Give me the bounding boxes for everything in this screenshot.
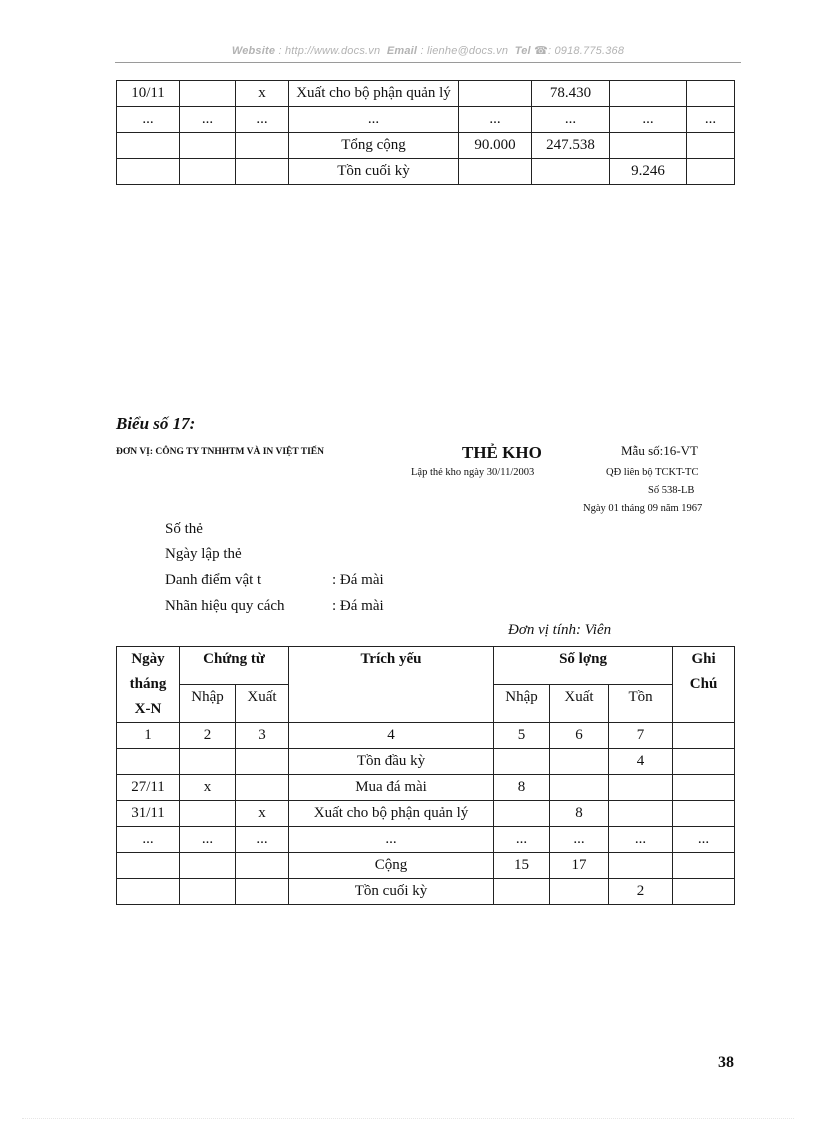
- email-label: Email: [386, 45, 418, 57]
- table-cell: 9.246: [610, 159, 687, 185]
- table-cell: ...: [289, 827, 494, 853]
- table-row: [117, 723, 735, 749]
- table-cell: [459, 159, 532, 185]
- table-cell: ...: [236, 827, 289, 853]
- table-cell: 247.538: [532, 133, 610, 159]
- footer-divider: [22, 1118, 794, 1119]
- form-number: Mẫu số:16-VT: [621, 443, 698, 458]
- table-cell: [494, 879, 550, 905]
- header-voucher: Chứng từ: [180, 647, 289, 685]
- table-cell: Tồn đầu kỳ: [289, 749, 494, 775]
- table-cell: [609, 801, 673, 827]
- page-header: [115, 44, 741, 57]
- table-cell: ...: [609, 827, 673, 853]
- header-qty-in: Nhập: [494, 685, 550, 723]
- table-row: [117, 107, 735, 133]
- table-cell: [609, 853, 673, 879]
- table-cell: 31/11: [117, 801, 180, 827]
- item-code-line: [165, 572, 384, 589]
- table-cell: ...: [117, 107, 180, 133]
- table-cell: [180, 749, 236, 775]
- table-cell: 17: [550, 853, 609, 879]
- table-cell: 7: [609, 723, 673, 749]
- item-code-value: : Đá mài: [332, 572, 384, 588]
- table-cell: [117, 749, 180, 775]
- decision: QĐ liên bộ TCKT-TC: [606, 467, 699, 478]
- table-cell: 5: [494, 723, 550, 749]
- table-cell: [532, 159, 610, 185]
- table-cell: 2: [609, 879, 673, 905]
- table-cell: 15: [494, 853, 550, 879]
- table-cell: [236, 133, 289, 159]
- continuation-table-body: [117, 81, 735, 185]
- table-cell: ...: [550, 827, 609, 853]
- table-cell: [180, 853, 236, 879]
- table-cell: [236, 749, 289, 775]
- table-row: [117, 853, 735, 879]
- tel-label: Tel: [514, 45, 531, 57]
- card-number-line: [165, 521, 203, 538]
- table-cell: [117, 159, 180, 185]
- table-cell: [550, 749, 609, 775]
- table-cell: [673, 879, 735, 905]
- table-cell: [687, 133, 735, 159]
- table-cell: [236, 879, 289, 905]
- table-cell: [673, 775, 735, 801]
- header-note: Ghi Chú: [673, 647, 735, 723]
- table-cell: 1: [117, 723, 180, 749]
- header-divider: [115, 62, 741, 63]
- table-cell: [610, 133, 687, 159]
- unit-of-measure: Đơn vị tính: Viên: [508, 622, 612, 638]
- table-cell: 3: [236, 723, 289, 749]
- table-cell: [687, 81, 735, 107]
- table-row: [117, 81, 735, 107]
- table-cell: [494, 801, 550, 827]
- header-description: Trích yếu: [289, 647, 494, 723]
- table-cell: [673, 749, 735, 775]
- spec-line: [165, 598, 384, 615]
- website-value[interactable]: : http://www.docs.vn: [278, 45, 381, 57]
- created-date-line: [165, 546, 242, 563]
- table-cell: 4: [289, 723, 494, 749]
- table-cell: [117, 879, 180, 905]
- decision-number: Số 538-LB: [648, 485, 695, 496]
- table-cell: 2: [180, 723, 236, 749]
- table-cell: 90.000: [459, 133, 532, 159]
- created-date-label: Ngày lập thẻ: [165, 546, 242, 562]
- table-cell: [180, 159, 236, 185]
- stock-card-table-body: [117, 723, 735, 905]
- table-row: [117, 879, 735, 905]
- form-title: Biểu số 17:: [116, 414, 196, 433]
- table-cell: ...: [180, 827, 236, 853]
- table-cell: [180, 133, 236, 159]
- item-code-label: Danh điểm vật t: [165, 572, 262, 588]
- table-cell: ...: [117, 827, 180, 853]
- table-cell: [117, 853, 180, 879]
- table-cell: Cộng: [289, 853, 494, 879]
- header-qty-out: Xuất: [550, 685, 609, 723]
- table-cell: [117, 133, 180, 159]
- header-qty-balance: Tồn: [609, 685, 673, 723]
- company-unit: ĐƠN VỊ: CÔNG TY TNHHTM VÀ IN VIỆT TIẾN: [116, 447, 324, 457]
- table-cell: 27/11: [117, 775, 180, 801]
- table-cell: x: [180, 775, 236, 801]
- table-cell: [236, 853, 289, 879]
- table-cell: [180, 879, 236, 905]
- table-cell: [673, 853, 735, 879]
- table-cell: Xuất cho bộ phận quản lý: [289, 801, 494, 827]
- table-cell: ...: [610, 107, 687, 133]
- table-row: [117, 159, 735, 185]
- email-value[interactable]: : lienhe@docs.vn: [420, 45, 509, 57]
- website-label: Website: [231, 45, 276, 57]
- phone-icon: ☎: [534, 45, 548, 57]
- table-cell: [459, 81, 532, 107]
- table-cell: [180, 81, 236, 107]
- table-cell: ...: [236, 107, 289, 133]
- table-cell: Mua đá mài: [289, 775, 494, 801]
- table-cell: ...: [687, 107, 735, 133]
- table-row: [117, 827, 735, 853]
- table-cell: [494, 749, 550, 775]
- table-cell: Xuất cho bộ phận quản lý: [289, 81, 459, 107]
- spec-label: Nhãn hiệu quy cách: [165, 598, 285, 614]
- table-row: [117, 801, 735, 827]
- header-voucher-out: Xuất: [236, 685, 289, 723]
- table-cell: [236, 159, 289, 185]
- table-cell: 4: [609, 749, 673, 775]
- table-cell: 8: [494, 775, 550, 801]
- table-cell: [236, 775, 289, 801]
- table-cell: Tồn cuối kỳ: [289, 879, 494, 905]
- table-cell: [550, 775, 609, 801]
- table-cell: [609, 775, 673, 801]
- table-cell: ...: [673, 827, 735, 853]
- spec-value: : Đá mài: [332, 598, 384, 614]
- table-cell: ...: [180, 107, 236, 133]
- table-cell: [673, 801, 735, 827]
- table-cell: 6: [550, 723, 609, 749]
- card-number-label: Số thẻ: [165, 521, 203, 537]
- header-date: Ngày tháng X-N: [117, 647, 180, 723]
- card-date: Lập thẻ kho ngày 30/11/2003: [411, 467, 535, 478]
- table-row: [117, 133, 735, 159]
- table-row: [117, 749, 735, 775]
- table-cell: x: [236, 801, 289, 827]
- table-cell: ...: [494, 827, 550, 853]
- table-cell: 8: [550, 801, 609, 827]
- table-cell: ...: [289, 107, 459, 133]
- header-voucher-in: Nhập: [180, 685, 236, 723]
- table-cell: Tồn cuối kỳ: [289, 159, 459, 185]
- table-cell: x: [236, 81, 289, 107]
- table-cell: [687, 159, 735, 185]
- card-title: THẺ KHO: [462, 443, 542, 462]
- table-cell: [673, 723, 735, 749]
- table-row: [117, 775, 735, 801]
- decision-date: Ngày 01 tháng 09 năm 1967: [583, 503, 703, 514]
- stock-card-table: [116, 646, 735, 905]
- continuation-table: [116, 80, 735, 185]
- page-number: 38: [718, 1054, 734, 1071]
- table-cell: 78.430: [532, 81, 610, 107]
- table-cell: ...: [459, 107, 532, 133]
- table-cell: [550, 879, 609, 905]
- table-cell: 10/11: [117, 81, 180, 107]
- table-cell: [610, 81, 687, 107]
- table-cell: ...: [532, 107, 610, 133]
- table-cell: [180, 801, 236, 827]
- tel-value: : 0918.775.368: [547, 45, 625, 57]
- table-cell: Tổng cộng: [289, 133, 459, 159]
- header-quantity: Số lợng: [494, 647, 673, 685]
